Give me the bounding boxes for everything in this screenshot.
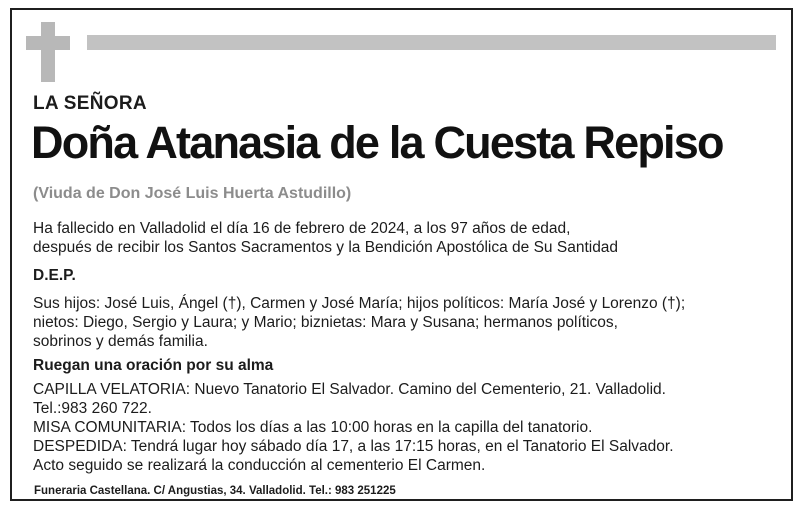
cross-icon bbox=[26, 22, 72, 82]
widow-of-line: (Viuda de Don José Luis Huerta Astudillo) bbox=[33, 185, 352, 202]
dep-label: D.E.P. bbox=[33, 267, 76, 284]
funeral-home-footer: Funeraria Castellana. C/ Angustias, 34. Valladolid. Tel.: 983 251225 bbox=[34, 485, 396, 497]
details-line-3: MISA COMUNITARIA: Todos los días a las 10:00 horas en la capilla del tanatorio. bbox=[33, 419, 593, 436]
details-line-4: DESPEDIDA: Tendrá lugar hoy sábado día 17, a las 17:15 horas, en el Tanatorio El Salvador. bbox=[33, 438, 674, 455]
pre-title: LA SEÑORA bbox=[33, 93, 147, 114]
deceased-name: Doña Atanasia de la Cuesta Repiso bbox=[31, 117, 723, 168]
death-notice-line-2: después de recibir los Santos Sacramentos y la Bendición Apostólica de Su Santidad bbox=[33, 239, 619, 256]
death-notice-line-1: Ha fallecido en Valladolid el día 16 de febrero de 2024, a los 97 años de edad, bbox=[33, 220, 571, 237]
family-line-1: Sus hijos: José Luis, Ángel (†), Carmen y José María; hijos políticos: María José y Lorenzo (†); bbox=[33, 295, 686, 312]
details-line-1: CAPILLA VELATORIA: Nuevo Tanatorio El Salvador. Camino del Cementerio, 21. Valladolid. bbox=[33, 381, 666, 398]
decorative-bar bbox=[87, 35, 776, 50]
prayer-request: Ruegan una oración por su alma bbox=[33, 357, 274, 374]
details-line-2: Tel.:983 260 722. bbox=[33, 400, 152, 417]
family-line-3: sobrinos y demás familia. bbox=[33, 333, 208, 350]
details-line-5: Acto seguido se realizará la conducción al cementerio El Carmen. bbox=[33, 457, 486, 474]
family-line-2: nietos: Diego, Sergio y Laura; y Mario; biznietas: Mara y Susana; hermanos políticos, bbox=[33, 314, 618, 331]
